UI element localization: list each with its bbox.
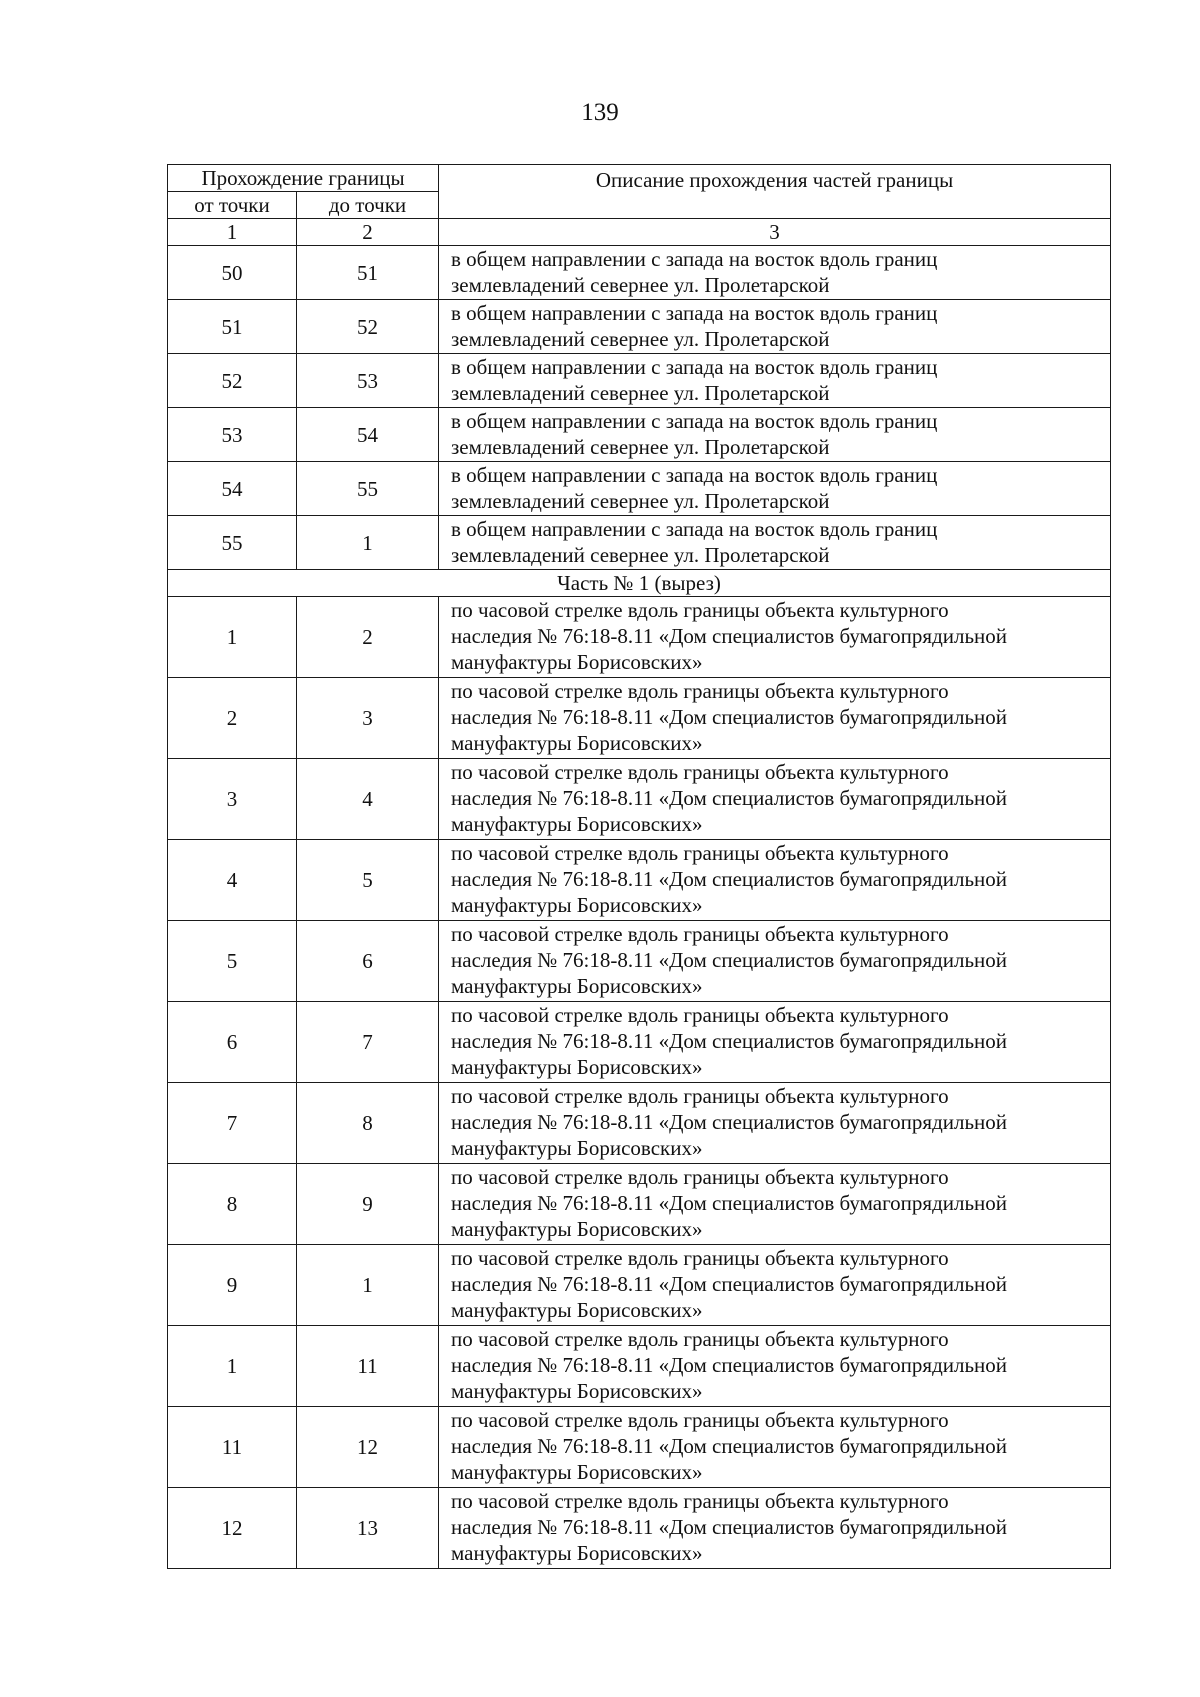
- description-line: наследия № 76:18-8.11 «Дом специалистов бумагопрядильной: [451, 1110, 1008, 1134]
- table-row: [168, 246, 1111, 300]
- table-row: [168, 1002, 1111, 1083]
- cell-to-point: 7: [297, 1002, 439, 1083]
- description-line: наследия № 76:18-8.11 «Дом специалистов бумагопрядильной: [451, 786, 1008, 810]
- section-title: Часть № 1 (вырез): [168, 570, 1111, 597]
- cell-description: [439, 597, 1111, 678]
- description-line: землевладений севернее ул. Пролетарской: [451, 381, 830, 405]
- cell-description: [439, 1407, 1111, 1488]
- cell-from-point: 5: [168, 921, 297, 1002]
- cell-from-point: 1: [168, 1326, 297, 1407]
- description-line: наследия № 76:18-8.11 «Дом специалистов бумагопрядильной: [451, 1191, 1008, 1215]
- table-row: [168, 1326, 1111, 1407]
- cell-from-point: 12: [168, 1488, 297, 1569]
- description-line: по часовой стрелке вдоль границы объекта культурного: [451, 598, 949, 622]
- table-row: [168, 1164, 1111, 1245]
- cell-to-point: 53: [297, 354, 439, 408]
- cell-to-point: 8: [297, 1083, 439, 1164]
- description-line: по часовой стрелке вдоль границы объекта культурного: [451, 1003, 949, 1027]
- table-row: [168, 408, 1111, 462]
- cell-from-point: 55: [168, 516, 297, 570]
- header-description: Описание прохождения частей границы: [439, 165, 1111, 219]
- table-row: [168, 759, 1111, 840]
- cell-to-point: 6: [297, 921, 439, 1002]
- cell-from-point: 54: [168, 462, 297, 516]
- description-line: наследия № 76:18-8.11 «Дом специалистов бумагопрядильной: [451, 1272, 1008, 1296]
- cell-to-point: 1: [297, 516, 439, 570]
- description-line: в общем направлении с запада на восток вдоль границ: [451, 301, 938, 325]
- cell-description: [439, 921, 1111, 1002]
- description-line: в общем направлении с запада на восток вдоль границ: [451, 409, 938, 433]
- cell-description: [439, 462, 1111, 516]
- cell-description: [439, 408, 1111, 462]
- description-line: мануфактуры Борисовских»: [451, 1460, 703, 1484]
- description-line: наследия № 76:18-8.11 «Дом специалистов бумагопрядильной: [451, 1434, 1008, 1458]
- cell-to-point: 55: [297, 462, 439, 516]
- cell-description: [439, 354, 1111, 408]
- cell-to-point: 3: [297, 678, 439, 759]
- description-line: в общем направлении с запада на восток вдоль границ: [451, 247, 938, 271]
- description-line: мануфактуры Борисовских»: [451, 650, 703, 674]
- cell-description: [439, 1326, 1111, 1407]
- cell-to-point: 2: [297, 597, 439, 678]
- cell-from-point: 7: [168, 1083, 297, 1164]
- table-section: [168, 570, 1111, 597]
- table-row: [168, 840, 1111, 921]
- boundary-table: [167, 164, 1111, 1569]
- description-line: землевладений севернее ул. Пролетарской: [451, 435, 830, 459]
- header-col-number-3: 3: [439, 219, 1111, 246]
- description-line: в общем направлении с запада на восток вдоль границ: [451, 355, 938, 379]
- cell-from-point: 4: [168, 840, 297, 921]
- cell-to-point: 52: [297, 300, 439, 354]
- description-line: землевладений севернее ул. Пролетарской: [451, 489, 830, 513]
- cell-from-point: 9: [168, 1245, 297, 1326]
- description-line: по часовой стрелке вдоль границы объекта культурного: [451, 1327, 949, 1351]
- description-line: в общем направлении с запада на восток вдоль границ: [451, 463, 938, 487]
- description-line: мануфактуры Борисовских»: [451, 1217, 703, 1241]
- header-to-point: до точки: [297, 192, 439, 219]
- cell-to-point: 1: [297, 1245, 439, 1326]
- cell-description: [439, 1488, 1111, 1569]
- cell-description: [439, 1083, 1111, 1164]
- cell-from-point: 6: [168, 1002, 297, 1083]
- cell-to-point: 5: [297, 840, 439, 921]
- cell-to-point: 51: [297, 246, 439, 300]
- description-line: мануфактуры Борисовских»: [451, 1055, 703, 1079]
- description-line: наследия № 76:18-8.11 «Дом специалистов бумагопрядильной: [451, 624, 1008, 648]
- table-row: [168, 354, 1111, 408]
- cell-to-point: 9: [297, 1164, 439, 1245]
- description-line: мануфактуры Борисовских»: [451, 1136, 703, 1160]
- table-row: [168, 462, 1111, 516]
- cell-description: [439, 300, 1111, 354]
- table-row: [168, 597, 1111, 678]
- cell-from-point: 11: [168, 1407, 297, 1488]
- description-line: наследия № 76:18-8.11 «Дом специалистов бумагопрядильной: [451, 1353, 1008, 1377]
- description-line: мануфактуры Борисовских»: [451, 893, 703, 917]
- description-line: наследия № 76:18-8.11 «Дом специалистов бумагопрядильной: [451, 867, 1008, 891]
- cell-from-point: 8: [168, 1164, 297, 1245]
- table-row: [168, 1083, 1111, 1164]
- cell-description: [439, 1002, 1111, 1083]
- description-line: наследия № 76:18-8.11 «Дом специалистов бумагопрядильной: [451, 1515, 1008, 1539]
- description-line: по часовой стрелке вдоль границы объекта культурного: [451, 1165, 949, 1189]
- cell-description: [439, 246, 1111, 300]
- cell-description: [439, 516, 1111, 570]
- description-line: мануфактуры Борисовских»: [451, 974, 703, 998]
- cell-to-point: 54: [297, 408, 439, 462]
- cell-from-point: 50: [168, 246, 297, 300]
- cell-from-point: 52: [168, 354, 297, 408]
- table-row: [168, 921, 1111, 1002]
- description-line: по часовой стрелке вдоль границы объекта культурного: [451, 1489, 949, 1513]
- description-line: мануфактуры Борисовских»: [451, 1298, 703, 1322]
- header-col-number-1: 1: [168, 219, 297, 246]
- cell-to-point: 11: [297, 1326, 439, 1407]
- cell-description: [439, 678, 1111, 759]
- table-body-street-segments: [168, 246, 1111, 570]
- table-row: [168, 1407, 1111, 1488]
- description-line: по часовой стрелке вдоль границы объекта культурного: [451, 760, 949, 784]
- description-line: землевладений севернее ул. Пролетарской: [451, 273, 830, 297]
- description-line: по часовой стрелке вдоль границы объекта культурного: [451, 1246, 949, 1270]
- header-from-point: от точки: [168, 192, 297, 219]
- description-line: мануфактуры Борисовских»: [451, 1379, 703, 1403]
- cell-from-point: 1: [168, 597, 297, 678]
- description-line: землевладений севернее ул. Пролетарской: [451, 327, 830, 351]
- cell-to-point: 4: [297, 759, 439, 840]
- table-row: [168, 678, 1111, 759]
- table-row: [168, 516, 1111, 570]
- description-line: мануфактуры Борисовских»: [451, 812, 703, 836]
- table-row: [168, 1488, 1111, 1569]
- description-line: по часовой стрелке вдоль границы объекта культурного: [451, 1084, 949, 1108]
- description-line: мануфактуры Борисовских»: [451, 731, 703, 755]
- header-col-number-2: 2: [297, 219, 439, 246]
- table-row: [168, 300, 1111, 354]
- cell-description: [439, 1245, 1111, 1326]
- description-line: землевладений севернее ул. Пролетарской: [451, 543, 830, 567]
- cell-to-point: 12: [297, 1407, 439, 1488]
- table-row: [168, 1245, 1111, 1326]
- cell-description: [439, 840, 1111, 921]
- description-line: наследия № 76:18-8.11 «Дом специалистов бумагопрядильной: [451, 705, 1008, 729]
- table-body-heritage-segments: [168, 597, 1111, 1569]
- cell-from-point: 2: [168, 678, 297, 759]
- cell-from-point: 3: [168, 759, 297, 840]
- description-line: по часовой стрелке вдоль границы объекта культурного: [451, 1408, 949, 1432]
- page-number: 139: [581, 99, 619, 126]
- cell-from-point: 53: [168, 408, 297, 462]
- cell-from-point: 51: [168, 300, 297, 354]
- cell-description: [439, 759, 1111, 840]
- table-header: [168, 165, 1111, 246]
- description-line: по часовой стрелке вдоль границы объекта культурного: [451, 679, 949, 703]
- cell-to-point: 13: [297, 1488, 439, 1569]
- description-line: наследия № 76:18-8.11 «Дом специалистов бумагопрядильной: [451, 948, 1008, 972]
- header-boundary-passage: Прохождение границы: [168, 165, 439, 192]
- description-line: по часовой стрелке вдоль границы объекта культурного: [451, 922, 949, 946]
- cell-description: [439, 1164, 1111, 1245]
- description-line: наследия № 76:18-8.11 «Дом специалистов бумагопрядильной: [451, 1029, 1008, 1053]
- description-line: в общем направлении с запада на восток вдоль границ: [451, 517, 938, 541]
- description-line: по часовой стрелке вдоль границы объекта культурного: [451, 841, 949, 865]
- description-line: мануфактуры Борисовских»: [451, 1541, 703, 1565]
